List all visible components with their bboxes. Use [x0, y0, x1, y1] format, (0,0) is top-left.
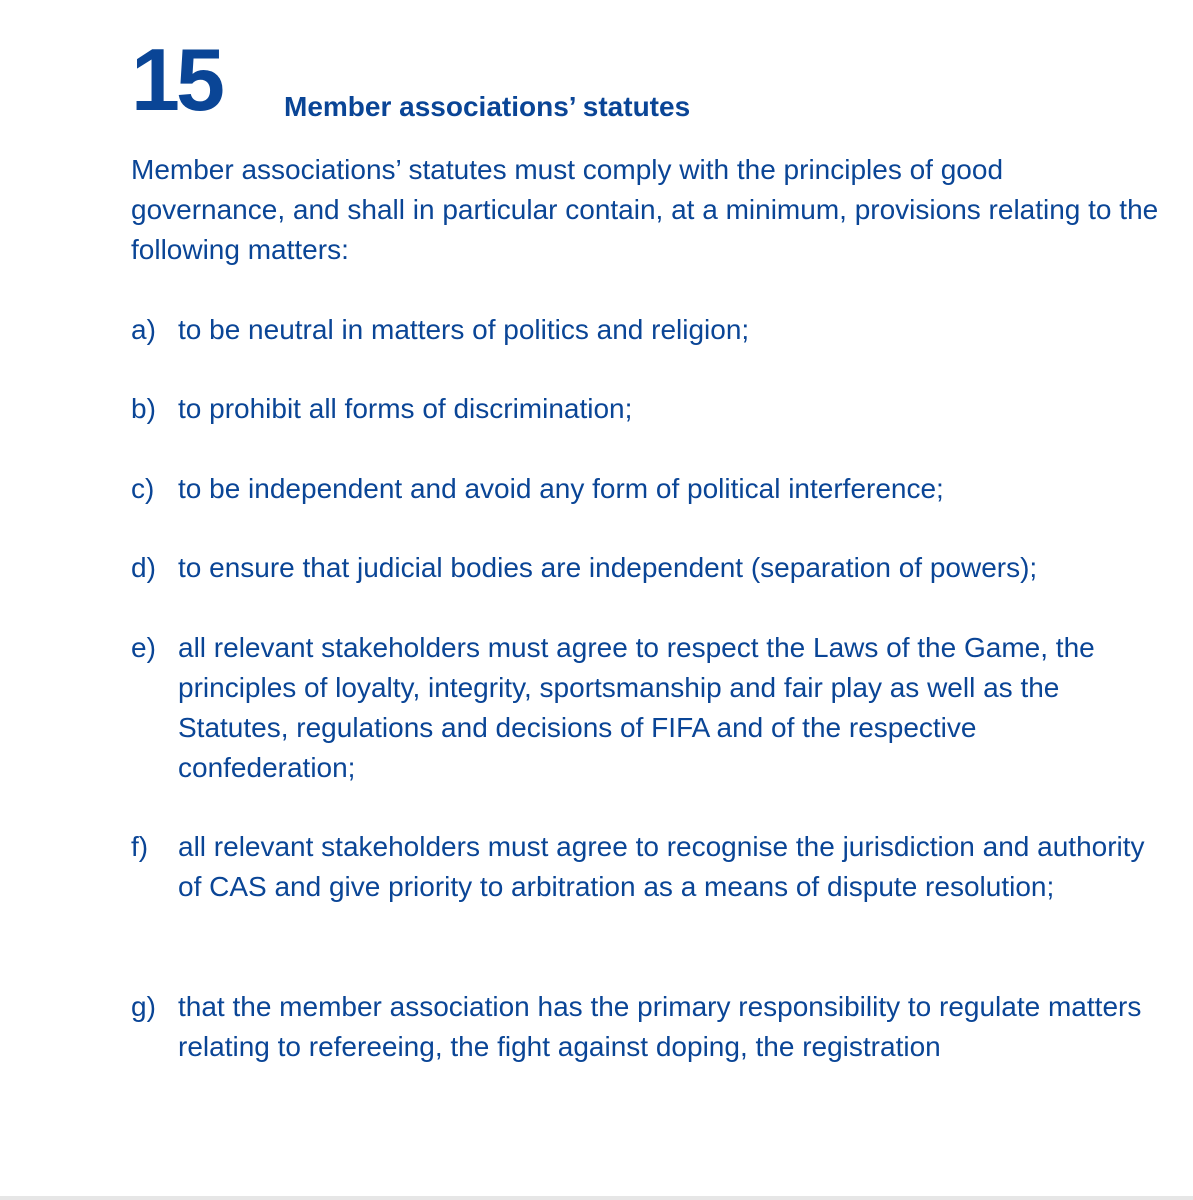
item-letter: a) — [131, 314, 156, 345]
item-letter: e) — [131, 632, 156, 663]
item-letter: b) — [131, 393, 156, 424]
item-text: that the member association has the primary responsibility to regulate matters relating to refereeing, the fight against doping, the registration — [178, 991, 1142, 1062]
item-text: to be independent and avoid any form of political interference; — [178, 473, 944, 504]
item-text: to prohibit all forms of discrimination; — [178, 393, 633, 424]
item-text: to ensure that judicial bodies are independent (separation of powers); — [178, 552, 1038, 583]
article-intro: Member associations’ statutes must comply with the principles of good governance, and shall in particular contain, at a minimum, provisions relating to the following matters: — [131, 154, 1159, 265]
item-letter: f) — [131, 831, 149, 862]
item-letter: g) — [131, 991, 156, 1022]
bottom-rule — [0, 1196, 1193, 1200]
item-letter: c) — [131, 473, 155, 504]
item-text: all relevant stakeholders must agree to recognise the jurisdiction and authority of CAS and give priority to arbitration as a means of dispute resolution; — [178, 831, 1145, 902]
item-text: all relevant stakeholders must agree to respect the Laws of the Game, the principles of loyalty, integrity, sportsmanship and fair play as well as the Statutes, regulations and decisions of FIFA and of the respective confederation; — [178, 632, 1095, 783]
item-letter: d) — [131, 552, 156, 583]
article-title: Member associations’ statutes — [284, 91, 691, 122]
item-text: to be neutral in matters of politics and religion; — [178, 314, 750, 345]
article-number: 15 — [131, 30, 221, 129]
